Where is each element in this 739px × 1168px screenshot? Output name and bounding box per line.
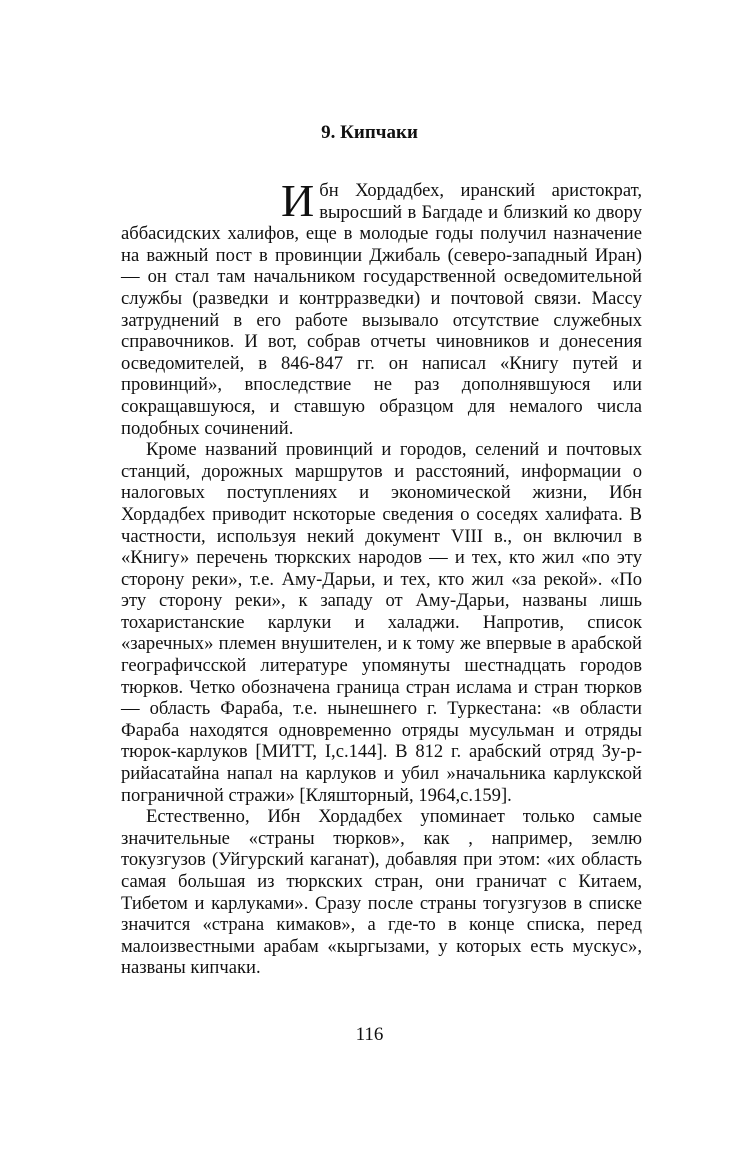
paragraph-1-text: бн Хордадбех, иранский аристократ, выросший в Багдаде и близкий ко двору аббасидских халифов, еще в молодые годы получил назначение на важный пост в провинции Джибаль (северо-западный Иран) — он стал там начальником государственной осведомительной службы (разведки и контрразведки) и почтовой связи. Массу затруднений в его работе вызывало отсутствие служебных справочников. И вот, собрав отчеты чиновников и донесения осведомителей, в 846-847 гг. он написал «Книгу путей и провинций», впоследствие не раз дополнявшуюся или сокращавшуюся, и ставшую образцом для немалого числа подобных сочинений. xyxy=(121,180,642,439)
paragraph-2: Кроме названий провинций и городов, селений и почтовых станций, дорожных маршрутов и расстояний, информации о налоговых поступлениях и экономической жизни, Ибн Хордадбех приводит нскоторые сведения о соседях халифата. В частности, используя некий документ VIII в., он включил в «Книгу» перечень тюркских народов — и тех, кто жил «по эту сторону реки», т.е. Аму-Дарьи, и тех, кто жил «за рекой». «По эту сторону реки», к западу от Аму-Дарьи, названы лишь тохаристанские карлуки и халаджи. Напротив, список «заречных» племен внушителен, и к тому же впервые в арабской географичсской литературе упомянуты шестнадцать городов тюрков. Четко обозначена граница стран ислама и стран тюрков — область Фараба, т.е. нынешнего г. Туркестана: «в области Фараба находятся одновременно отряды мусульман и отряды тюрок-карлуков [МИТТ, I,с.144]. В 812 г. арабский отряд Зу-р-рийасатайна напал на карлуков и убил »начальника карлукской пограничной стражи» [Кляшторный, 1964,с.159]. xyxy=(121,439,642,806)
paragraph-3: Естественно, Ибн Хордадбех упоминает только самые значительные «страны тюрков», как , например, землю токузгузов (Уйгурский каганат), добавляя при этом: «их область самая большая из тюркских стран, они граничат с Китаем, Тибетом и карлуками». Сразу после страны тогузгузов в списке значится «страна кимаков», а где-то в конце списка, перед малоизвестными арабам «кыргызами, у которых есть мускус», названы кипчаки. xyxy=(121,806,642,979)
paragraph-1 xyxy=(121,175,642,439)
chapter-title: 9. Кипчаки xyxy=(321,122,418,143)
body-text xyxy=(121,175,642,979)
drop-cap: И xyxy=(281,175,315,226)
page-number: 116 xyxy=(355,1024,384,1045)
